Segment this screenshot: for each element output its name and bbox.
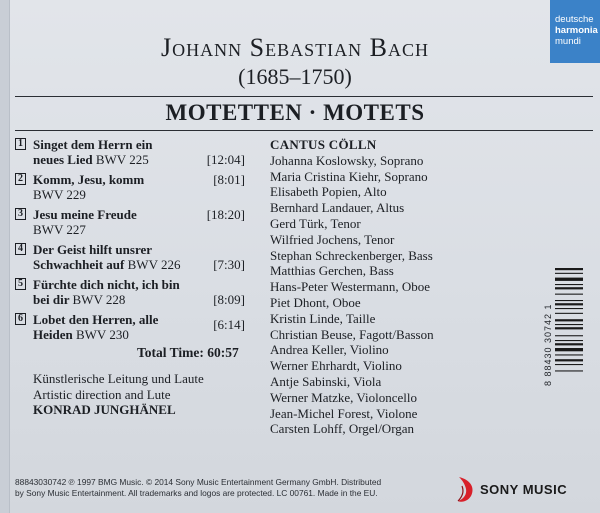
track-item bbox=[15, 277, 255, 307]
performer: Wilfried Jochens, Tenor bbox=[270, 231, 395, 247]
ensemble-list bbox=[270, 137, 434, 437]
logo-line-3: mundi bbox=[555, 36, 581, 47]
composer-name: Johann Sebastian Bach bbox=[161, 33, 429, 62]
performer: Werner Matzke, Violoncello bbox=[270, 389, 418, 405]
performer: Carsten Lohff, Orgel/Organ bbox=[270, 421, 415, 437]
barcode-bars bbox=[555, 268, 583, 422]
performer: Maria Cristina Kiehr, Soprano bbox=[270, 168, 428, 184]
track-title: Fürchte dich nicht, ich bin bei dir BWV 228 bbox=[33, 277, 180, 307]
divider-top bbox=[15, 96, 593, 97]
composer-dates: (1685–1750) bbox=[238, 64, 352, 89]
performer: Gerd Türk, Tenor bbox=[270, 215, 361, 231]
album-title: MOTETTEN · MOTETS bbox=[165, 100, 425, 125]
track-title: Der Geist hilft unsrer Schwachheit auf BWV 226 bbox=[33, 242, 181, 272]
performer: Johanna Koslowsky, Soprano bbox=[270, 152, 424, 168]
performer: Christian Beuse, Fagott/Basson bbox=[270, 326, 434, 342]
barcode-digits: 8 88430 30742 1 bbox=[543, 303, 553, 387]
logo-line-1: deutsche bbox=[555, 14, 594, 25]
total-time: Total Time: 60:57 bbox=[137, 345, 239, 360]
legal-notice bbox=[15, 477, 465, 499]
performer: Bernhard Landauer, Altus bbox=[270, 200, 405, 216]
track-item bbox=[15, 137, 255, 167]
track-title: Lobet den Herren, alle Heiden BWV 230 bbox=[33, 312, 159, 342]
direction-label-en: Artistic direction and Lute bbox=[33, 386, 171, 402]
performer: Stephan Schreckenberger, Bass bbox=[270, 247, 433, 263]
track-duration: [6:14] bbox=[213, 317, 245, 332]
conductor-name: KONRAD JUNGHÄNEL bbox=[33, 402, 176, 417]
track-item bbox=[15, 312, 255, 342]
divider-bottom bbox=[15, 130, 593, 131]
track-title: Komm, Jesu, komm BWV 229 bbox=[33, 172, 145, 202]
performer: Hans-Peter Westermann, Oboe bbox=[270, 279, 431, 295]
track-duration: [12:04] bbox=[206, 152, 245, 167]
track-duration: [7:30] bbox=[213, 257, 245, 272]
track-duration: [18:20] bbox=[206, 207, 245, 222]
track-duration: [8:01] bbox=[213, 172, 245, 187]
performer: Piet Dhont, Oboe bbox=[270, 294, 361, 310]
sony-music-logo bbox=[455, 474, 595, 504]
track-item bbox=[15, 207, 255, 237]
performer: Elisabeth Popien, Alto bbox=[270, 184, 387, 200]
performer: Antje Sabinski, Viola bbox=[270, 373, 382, 389]
ensemble-name: CANTUS CÖLLN bbox=[270, 137, 377, 152]
track-title: Jesu meine Freude BWV 227 bbox=[33, 207, 137, 237]
track-title: Singet dem Herrn ein neues Lied BWV 225 bbox=[33, 137, 153, 167]
performer: Matthias Gerchen, Bass bbox=[270, 263, 394, 279]
track-number: 5 bbox=[15, 278, 26, 290]
sony-music-text: SONY MUSIC bbox=[480, 482, 568, 497]
artistic-direction bbox=[33, 371, 204, 418]
logo-line-2: harmonia bbox=[555, 25, 598, 36]
sony-music-icon bbox=[455, 474, 477, 504]
track-number: 1 bbox=[15, 138, 26, 150]
legal-line-1: 88843030742 ℗ 1997 BMG Music. © 2014 Sony Music Entertainment Germany GmbH. Distributed bbox=[15, 477, 382, 487]
barcode bbox=[543, 260, 585, 430]
performer: Werner Ehrhardt, Violino bbox=[270, 358, 402, 374]
performer: Kristin Linde, Taille bbox=[270, 310, 376, 326]
legal-line-2: by Sony Music Entertainment. All trademarks and logos are protected. LC 00761. Made in the EU. bbox=[15, 488, 378, 498]
track-list bbox=[15, 137, 255, 347]
direction-label-de: Künstlerische Leitung und Laute bbox=[33, 371, 204, 386]
track-number: 4 bbox=[15, 243, 26, 255]
track-number: 2 bbox=[15, 173, 26, 185]
performer: Andrea Keller, Violino bbox=[270, 342, 389, 358]
track-item bbox=[15, 172, 255, 202]
track-duration: [8:09] bbox=[213, 292, 245, 307]
track-item bbox=[15, 242, 255, 272]
track-number: 6 bbox=[15, 313, 26, 325]
track-number: 3 bbox=[15, 208, 26, 220]
performer: Jean-Michel Forest, Violone bbox=[270, 405, 418, 421]
